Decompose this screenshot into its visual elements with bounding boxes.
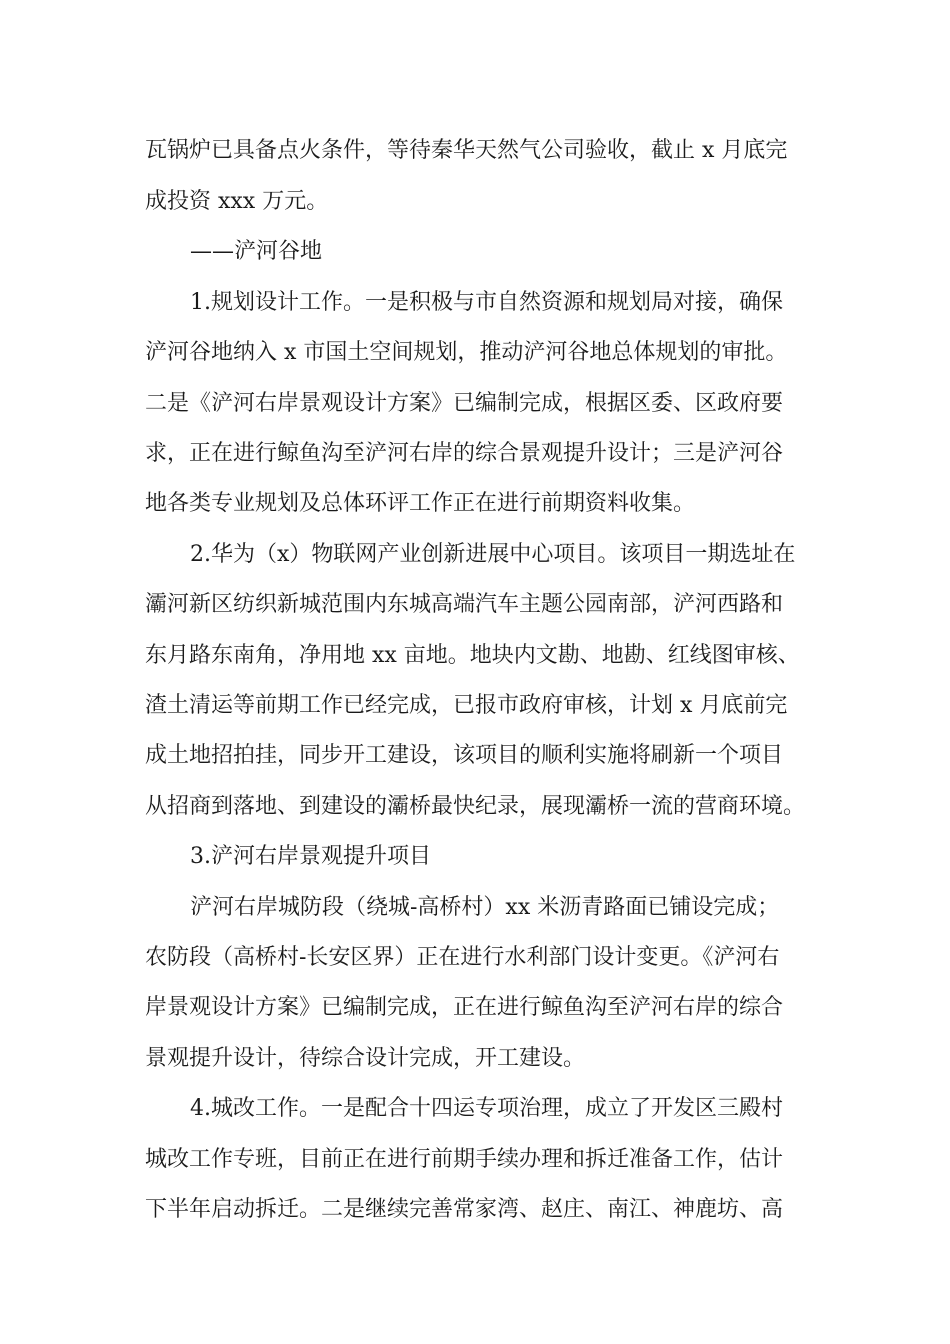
text-line: 求，正在进行鲸鱼沟至浐河右岸的综合景观提升设计；三是浐河谷 [145, 441, 784, 466]
paragraph-start: 4.城改工作。一是配合十四运专项治理，成立了开发区三殿村 [190, 1096, 783, 1121]
text-line: 成土地招拍挂，同步开工建设，该项目的顺利实施将刷新一个项目 [145, 743, 784, 768]
text-line: 东月路东南角，净用地 xx 亩地。地块内文勘、地勘、红线图审核、 [145, 643, 800, 668]
text-line: 景观提升设计，待综合设计完成，开工建设。 [145, 1046, 586, 1071]
text-line: 成投资 xxx 万元。 [145, 189, 329, 214]
paragraph-start: 1.规划设计工作。一是积极与市自然资源和规划局对接，确保 [190, 290, 783, 315]
text-line: 二是《浐河右岸景观设计方案》已编制完成，根据区委、区政府要 [145, 391, 784, 416]
text-line: 灞河新区纺织新城范围内东城高端汽车主题公园南部，浐河西路和 [145, 592, 784, 617]
paragraph-start: 浐河右岸城防段（绕城-高桥村）xx 米沥青路面已铺设完成； [190, 895, 780, 920]
text-line: 从招商到落地、到建设的灞桥最快纪录，展现灞桥一流的营商环境。 [145, 794, 806, 819]
text-line: 农防段（高桥村-长安区界）正在进行水利部门设计变更。《浐河右 [145, 945, 780, 970]
text-line: 瓦锅炉已具备点火条件，等待秦华天然气公司验收，截止 x 月底完 [145, 138, 788, 163]
paragraph-start: 3.浐河右岸景观提升项目 [190, 844, 431, 869]
text-line: 浐河谷地纳入 x 市国土空间规划，推动浐河谷地总体规划的审批。 [145, 340, 788, 365]
paragraph-start: 2.华为（x）物联网产业创新进展中心项目。该项目一期选址在 [190, 542, 796, 567]
text-line: 渣土清运等前期工作已经完成，已报市政府审核，计划 x 月底前完 [145, 693, 788, 718]
section-heading: ——浐河谷地 [190, 239, 323, 264]
text-line: 下半年启动拆迁。二是继续完善常家湾、赵庄、南江、神鹿坊、高 [145, 1197, 784, 1222]
text-line: 地各类专业规划及总体环评工作正在进行前期资料收集。 [145, 491, 696, 516]
text-line: 岸景观设计方案》已编制完成，正在进行鲸鱼沟至浐河右岸的综合 [145, 995, 784, 1020]
text-line: 城改工作专班，目前正在进行前期手续办理和拆迁准备工作，估计 [145, 1147, 784, 1172]
